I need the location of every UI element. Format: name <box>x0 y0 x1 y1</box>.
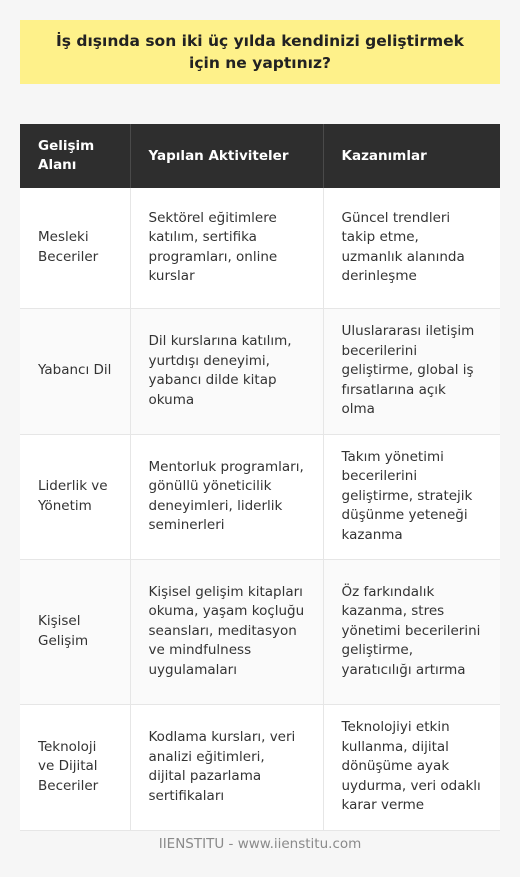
question-banner <box>20 20 500 84</box>
cell-gains: Takım yönetimi becerilerini geliştirme, stratejik düşünme yeteneği kazanma <box>323 434 500 559</box>
footer-credit: IIENSTITU - www.iienstitu.com <box>158 836 362 852</box>
cell-gains: Öz farkındalık kazanma, stres yönetimi becerilerini geliştirme, yaratıcılığı artırma <box>323 559 500 704</box>
cell-area: Kişisel Gelişim <box>20 559 130 704</box>
question-title: İş dışında son iki üç yılda kendinizi geliştirmek için ne yaptınız? <box>56 32 464 72</box>
cell-gains: Teknolojiyi etkin kullanma, dijital dönüşüme ayak uydurma, veri odaklı karar verme <box>323 704 500 830</box>
cell-activities: Kodlama kursları, veri analizi eğitimleri, dijital pazarlama sertifikaları <box>130 704 323 830</box>
table-row <box>20 704 500 830</box>
table-row <box>20 188 500 308</box>
table-row <box>20 559 500 704</box>
table-row <box>20 434 500 559</box>
cell-activities: Sektörel eğitimlere katılım, sertifika programları, online kurslar <box>130 188 323 308</box>
cell-gains: Güncel trendleri takip etme, uzmanlık alanında derinleşme <box>323 188 500 308</box>
cell-activities: Kişisel gelişim kitapları okuma, yaşam koçluğu seansları, meditasyon ve mindfulness uygulamaları <box>130 559 323 704</box>
cell-area: Yabancı Dil <box>20 308 130 434</box>
header-activities: Yapılan Aktiviteler <box>130 124 323 188</box>
cell-area: Liderlik ve Yönetim <box>20 434 130 559</box>
cell-area: Teknoloji ve Dijital Beceriler <box>20 704 130 830</box>
header-gains: Kazanımlar <box>323 124 500 188</box>
table-row <box>20 308 500 434</box>
table-header-row <box>20 124 500 188</box>
cell-activities: Mentorluk programları, gönüllü yöneticilik deneyimleri, liderlik seminerleri <box>130 434 323 559</box>
cell-area: Mesleki Beceriler <box>20 188 130 308</box>
cell-activities: Dil kurslarına katılım, yurtdışı deneyimi, yabancı dilde kitap okuma <box>130 308 323 434</box>
header-area: Gelişim Alanı <box>20 124 130 188</box>
development-table <box>20 124 500 831</box>
cell-gains: Uluslararası iletişim becerilerini geliştirme, global iş fırsatlarına açık olma <box>323 308 500 434</box>
